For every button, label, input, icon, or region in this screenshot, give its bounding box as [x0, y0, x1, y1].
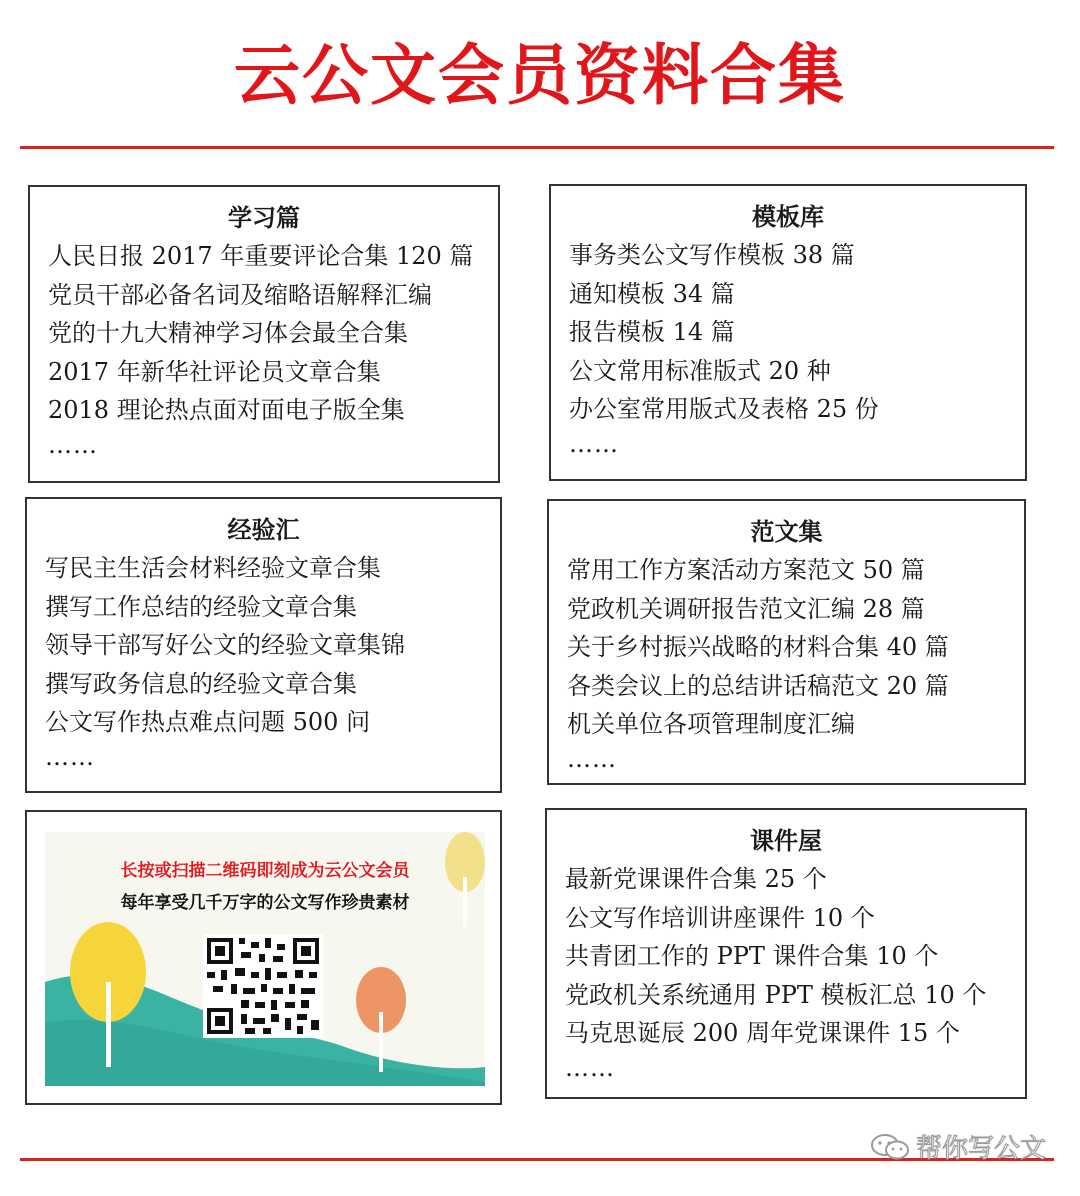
section-heading: 学习篇 — [228, 203, 300, 232]
list-item: 党政机关系统通用 PPT 模板汇总 10 个 — [565, 980, 987, 1009]
top-divider — [20, 146, 1054, 149]
list-item: 2018 理论热点面对面电子版全集 — [48, 396, 405, 425]
watermark — [870, 1128, 1046, 1165]
list-ellipsis: …… — [569, 429, 619, 458]
promo-subline: 每年享受几千万字的公文写作珍贵素材 — [120, 893, 410, 913]
section-experience — [25, 497, 502, 793]
list-item: 最新党课课件合集 25 个 — [565, 865, 827, 893]
section-list — [551, 236, 1025, 459]
list-item: 事务类公文写作模板 38 篇 — [569, 241, 855, 269]
section-list — [30, 237, 498, 460]
section-courses — [545, 808, 1027, 1099]
list-item: 领导干部写好公文的经验文章集锦 — [45, 631, 405, 660]
list-item: 关于乡村振兴战略的材料合集 40 篇 — [567, 633, 949, 662]
section-heading: 课件屋 — [750, 826, 822, 855]
list-item: 党员干部必备名词及缩略语解释汇编 — [48, 280, 432, 309]
list-item: 写民主生活会材料经验文章合集 — [45, 554, 381, 582]
list-item: 公文写作热点难点问题 500 问 — [45, 708, 371, 737]
section-heading: 模板库 — [752, 202, 824, 231]
list-item: 党政机关调研报告范文汇编 28 篇 — [567, 594, 925, 623]
section-study — [28, 185, 500, 483]
list-item: 常用工作方案活动方案范文 50 篇 — [567, 556, 925, 584]
wechat-icon — [870, 1132, 910, 1162]
list-item: 马克思诞辰 200 周年党课课件 15 个 — [565, 1019, 960, 1048]
list-item: 各类会议上的总结讲话稿范文 20 篇 — [567, 671, 949, 700]
section-essays — [547, 499, 1026, 785]
watermark-text: 帮你写公文 — [915, 1134, 1046, 1164]
page-title: 云公文会员资料合集 — [234, 37, 846, 114]
list-item: 2017 年新华社评论员文章合集 — [48, 357, 381, 386]
list-item: 共青团工作的 PPT 课件合集 10 个 — [565, 942, 939, 971]
list-item: 公文常用标准版式 20 种 — [569, 356, 831, 385]
promo-card — [25, 810, 502, 1105]
section-list — [549, 551, 1024, 774]
list-item: 公文写作培训讲座课件 10 个 — [565, 903, 875, 932]
list-item: 撰写工作总结的经验文章合集 — [45, 592, 357, 621]
list-item: 报告模板 14 篇 — [569, 318, 735, 347]
list-ellipsis: …… — [45, 742, 95, 771]
section-list — [27, 549, 500, 772]
section-list — [547, 860, 1025, 1083]
list-item: 机关单位各项管理制度汇编 — [567, 710, 855, 739]
list-item: 党的十九大精神学习体会最全合集 — [48, 319, 408, 348]
list-item: 办公室常用版式及表格 25 份 — [569, 395, 879, 424]
promo-headline: 长按或扫描二维码即刻成为云公文会员 — [120, 861, 410, 881]
list-item: 人民日报 2017 年重要评论合集 120 篇 — [48, 242, 474, 270]
list-ellipsis: …… — [565, 1053, 615, 1082]
section-heading: 经验汇 — [227, 515, 300, 544]
list-ellipsis: …… — [48, 430, 98, 459]
list-ellipsis: …… — [567, 744, 617, 773]
promo-banner[interactable] — [45, 832, 485, 1086]
list-item: 撰写政务信息的经验文章合集 — [45, 669, 357, 698]
list-item: 通知模板 34 篇 — [569, 279, 735, 308]
section-heading: 范文集 — [750, 517, 823, 546]
section-templates — [549, 184, 1027, 481]
qr-code-icon — [203, 934, 323, 1038]
